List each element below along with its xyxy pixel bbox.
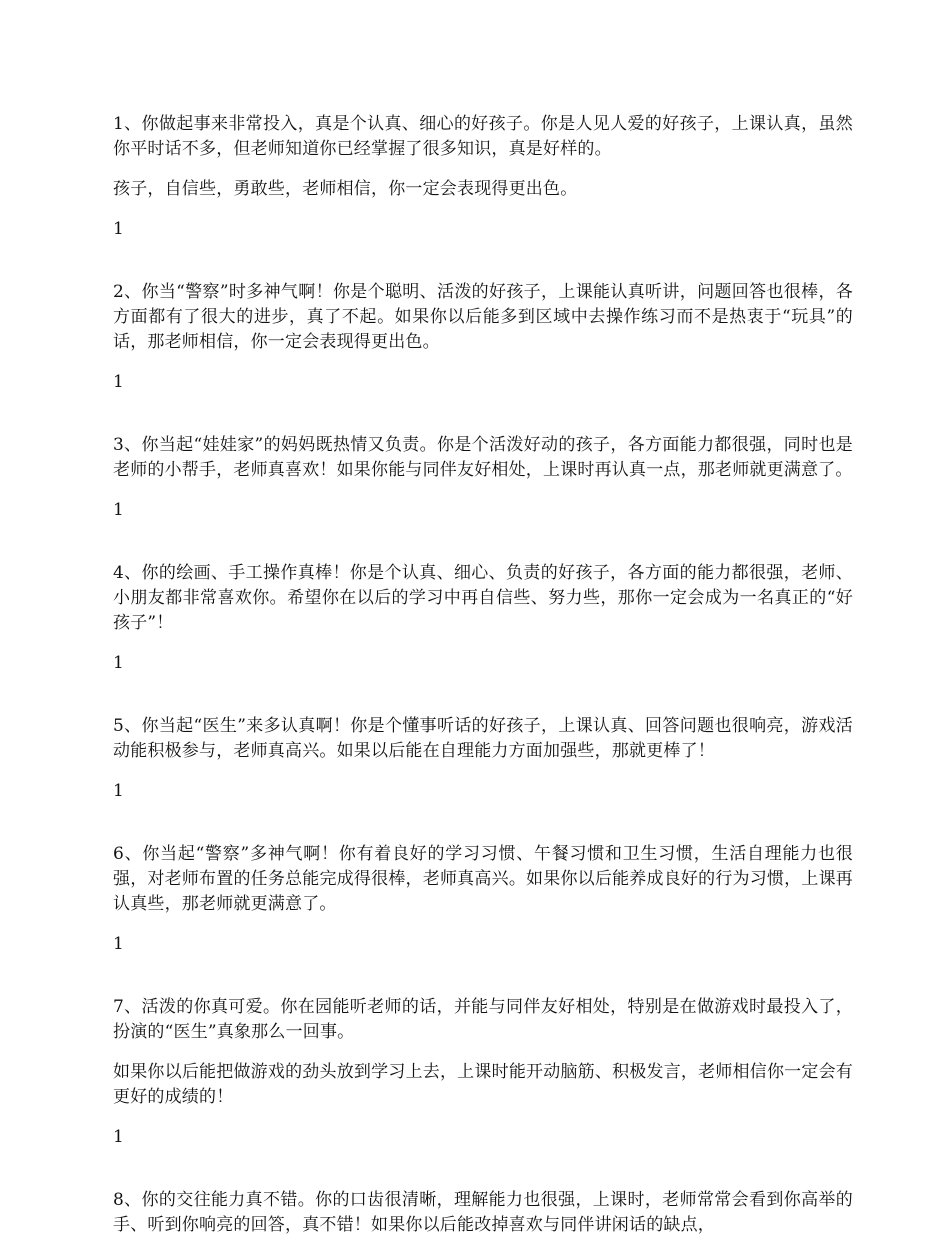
paragraph-8: 8、你的交往能力真不错。你的口齿很清晰，理解能力也很强，上课时，老师常常会看到你高举的手、听到你响亮的回答，真不错！如果你以后能改掉喜欢与同伴讲闲话的缺点， <box>113 1190 853 1235</box>
page-number-marker: 1 <box>113 653 125 673</box>
paragraph-5: 5、你当起“医生”来多认真啊！你是个懂事听话的好孩子，上课认真、回答问题也很响亮，游戏活动能积极参与，老师真高兴。如果以后能在自理能力方面加强些，那就更棒了！ <box>113 716 853 761</box>
page-number-marker: 1 <box>113 372 125 392</box>
page-number-marker: 1 <box>113 219 125 239</box>
paragraph-3: 3、你当起“娃娃家”的妈妈既热情又负责。你是个活泼好动的孩子，各方面能力都很强，同时也是老师的小帮手，老师真喜欢！如果你能与同伴友好相处，上课时再认真一点，那老师就更满意了。 <box>113 435 853 480</box>
paragraph-7-continuation: 如果你以后能把做游戏的劲头放到学习上去，上课时能开动脑筋、积极发言，老师相信你一定会有更好的成绩的！ <box>113 1062 853 1107</box>
paragraph-1-continuation: 孩子，自信些，勇敢些，老师相信，你一定会表现得更出色。 <box>113 179 578 199</box>
page-number-marker: 1 <box>113 781 125 801</box>
document-body <box>113 112 853 1253</box>
page-number-marker: 1 <box>113 500 125 520</box>
paragraph-4: 4、你的绘画、手工操作真棒！你是个认真、细心、负责的好孩子，各方面的能力都很强，老师、小朋友都非常喜欢你。希望你在以后的学习中再自信些、努力些，那你一定会成为一名真正的“好孩子”！ <box>113 563 853 633</box>
paragraph-2: 2、你当“警察”时多神气啊！你是个聪明、活泼的好孩子，上课能认真听讲，问题回答也很棒，各方面都有了很大的进步，真了不起。如果你以后能多到区域中去操作练习而不是热衷于“玩具”的话，那老师相信，你一定会表现得更出色。 <box>113 282 853 352</box>
paragraph-7: 7、活泼的你真可爱。你在园能听老师的话，并能与同伴友好相处，特别是在做游戏时最投入了，扮演的“医生”真象那么一回事。 <box>113 997 853 1042</box>
page-number-marker: 1 <box>113 934 125 954</box>
page-number-marker: 1 <box>113 1127 125 1147</box>
paragraph-1: 1、你做起事来非常投入，真是个认真、细心的好孩子。你是人见人爱的好孩子，上课认真，虽然你平时话不多，但老师知道你已经掌握了很多知识，真是好样的。 <box>113 114 853 159</box>
paragraph-6: 6、你当起“警察”多神气啊！你有着良好的学习习惯、午餐习惯和卫生习惯，生活自理能力也很强，对老师布置的任务总能完成得很棒，老师真高兴。如果你以后能养成良好的行为习惯，上课再认真些，那老师就更满意了。 <box>113 844 853 914</box>
